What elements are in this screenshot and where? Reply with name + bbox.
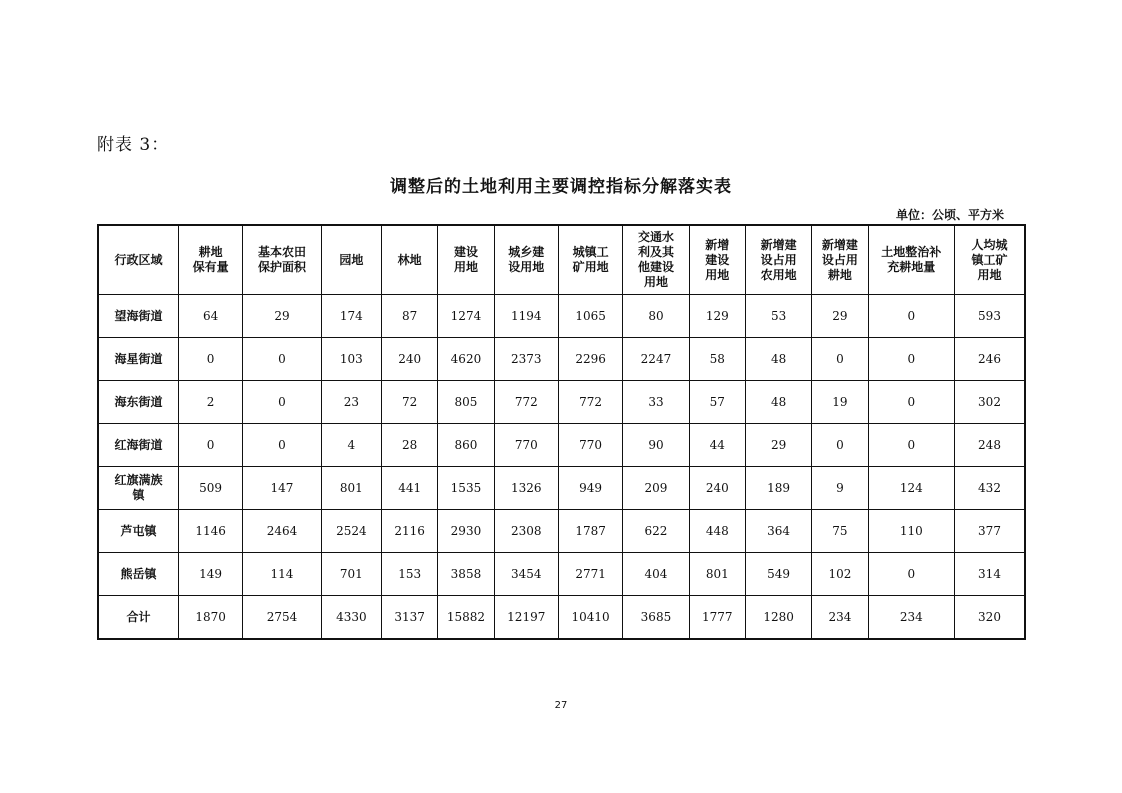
value-cell: 234 <box>812 596 868 640</box>
value-cell: 860 <box>438 424 494 467</box>
value-cell: 19 <box>812 381 868 424</box>
value-cell: 174 <box>321 295 381 338</box>
table-row <box>98 295 1025 338</box>
value-cell: 129 <box>689 295 745 338</box>
value-cell: 441 <box>382 467 438 510</box>
value-cell: 149 <box>178 553 242 596</box>
value-cell: 801 <box>321 467 381 510</box>
value-cell: 772 <box>558 381 622 424</box>
indicator-table <box>97 224 1026 640</box>
value-cell: 0 <box>868 381 954 424</box>
value-cell: 949 <box>558 467 622 510</box>
region-name-cell: 合计 <box>98 596 178 640</box>
value-cell: 53 <box>745 295 811 338</box>
value-cell: 2247 <box>623 338 689 381</box>
value-cell: 2930 <box>438 510 494 553</box>
value-cell: 3685 <box>623 596 689 640</box>
value-cell: 124 <box>868 467 954 510</box>
value-cell: 805 <box>438 381 494 424</box>
value-cell: 2296 <box>558 338 622 381</box>
table-row <box>98 596 1025 640</box>
value-cell: 2373 <box>494 338 558 381</box>
value-cell: 147 <box>243 467 321 510</box>
value-cell: 4620 <box>438 338 494 381</box>
column-header: 林地 <box>382 225 438 295</box>
region-name-cell: 红海街道 <box>98 424 178 467</box>
value-cell: 314 <box>955 553 1025 596</box>
value-cell: 1146 <box>178 510 242 553</box>
value-cell: 90 <box>623 424 689 467</box>
value-cell: 87 <box>382 295 438 338</box>
column-header: 土地整治补 充耕地量 <box>868 225 954 295</box>
value-cell: 4330 <box>321 596 381 640</box>
value-cell: 801 <box>689 553 745 596</box>
column-header: 城镇工 矿用地 <box>558 225 622 295</box>
region-name-cell: 海星街道 <box>98 338 178 381</box>
value-cell: 110 <box>868 510 954 553</box>
region-name-cell: 望海街道 <box>98 295 178 338</box>
value-cell: 64 <box>178 295 242 338</box>
value-cell: 1777 <box>689 596 745 640</box>
value-cell: 10410 <box>558 596 622 640</box>
value-cell: 3137 <box>382 596 438 640</box>
value-cell: 102 <box>812 553 868 596</box>
value-cell: 44 <box>689 424 745 467</box>
value-cell: 0 <box>243 381 321 424</box>
region-name-cell: 海东街道 <box>98 381 178 424</box>
value-cell: 2754 <box>243 596 321 640</box>
value-cell: 1280 <box>745 596 811 640</box>
value-cell: 701 <box>321 553 381 596</box>
value-cell: 0 <box>178 424 242 467</box>
value-cell: 1787 <box>558 510 622 553</box>
value-cell: 2464 <box>243 510 321 553</box>
value-cell: 1194 <box>494 295 558 338</box>
column-header: 园地 <box>321 225 381 295</box>
value-cell: 772 <box>494 381 558 424</box>
column-header: 行政区域 <box>98 225 178 295</box>
value-cell: 1870 <box>178 596 242 640</box>
column-header: 人均城 镇工矿 用地 <box>955 225 1025 295</box>
value-cell: 593 <box>955 295 1025 338</box>
value-cell: 302 <box>955 381 1025 424</box>
value-cell: 153 <box>382 553 438 596</box>
value-cell: 0 <box>868 338 954 381</box>
value-cell: 3858 <box>438 553 494 596</box>
value-cell: 9 <box>812 467 868 510</box>
header-row <box>98 225 1025 295</box>
column-header: 新增建 设占用 耕地 <box>812 225 868 295</box>
value-cell: 0 <box>868 553 954 596</box>
value-cell: 770 <box>494 424 558 467</box>
value-cell: 0 <box>243 338 321 381</box>
value-cell: 2116 <box>382 510 438 553</box>
value-cell: 15882 <box>438 596 494 640</box>
value-cell: 29 <box>812 295 868 338</box>
value-cell: 2 <box>178 381 242 424</box>
value-cell: 2771 <box>558 553 622 596</box>
region-name-cell: 熊岳镇 <box>98 553 178 596</box>
value-cell: 58 <box>689 338 745 381</box>
value-cell: 23 <box>321 381 381 424</box>
page-number: 27 <box>554 700 568 711</box>
value-cell: 432 <box>955 467 1025 510</box>
value-cell: 1274 <box>438 295 494 338</box>
value-cell: 404 <box>623 553 689 596</box>
value-cell: 209 <box>623 467 689 510</box>
value-cell: 0 <box>812 338 868 381</box>
table-row <box>98 510 1025 553</box>
value-cell: 75 <box>812 510 868 553</box>
value-cell: 29 <box>745 424 811 467</box>
value-cell: 72 <box>382 381 438 424</box>
value-cell: 33 <box>623 381 689 424</box>
value-cell: 622 <box>623 510 689 553</box>
region-name-cell: 芦屯镇 <box>98 510 178 553</box>
attachment-label: 附表 3： <box>97 135 170 155</box>
column-header: 交通水 利及其 他建设 用地 <box>623 225 689 295</box>
value-cell: 509 <box>178 467 242 510</box>
value-cell: 48 <box>745 381 811 424</box>
value-cell: 1065 <box>558 295 622 338</box>
column-header: 建设 用地 <box>438 225 494 295</box>
column-header: 城乡建 设用地 <box>494 225 558 295</box>
value-cell: 0 <box>812 424 868 467</box>
table-title: 调整后的土地利用主要调控指标分解落实表 <box>390 177 732 197</box>
value-cell: 114 <box>243 553 321 596</box>
value-cell: 57 <box>689 381 745 424</box>
value-cell: 246 <box>955 338 1025 381</box>
column-header: 耕地 保有量 <box>178 225 242 295</box>
value-cell: 80 <box>623 295 689 338</box>
value-cell: 12197 <box>494 596 558 640</box>
column-header: 新增建 设占用 农用地 <box>745 225 811 295</box>
value-cell: 549 <box>745 553 811 596</box>
region-name-cell: 红旗满族 镇 <box>98 467 178 510</box>
table-row <box>98 553 1025 596</box>
value-cell: 4 <box>321 424 381 467</box>
value-cell: 2524 <box>321 510 381 553</box>
table-row <box>98 467 1025 510</box>
table-row <box>98 424 1025 467</box>
value-cell: 0 <box>178 338 242 381</box>
value-cell: 240 <box>382 338 438 381</box>
value-cell: 1535 <box>438 467 494 510</box>
value-cell: 3454 <box>494 553 558 596</box>
value-cell: 0 <box>868 424 954 467</box>
table-row <box>98 381 1025 424</box>
value-cell: 320 <box>955 596 1025 640</box>
value-cell: 29 <box>243 295 321 338</box>
value-cell: 0 <box>243 424 321 467</box>
value-cell: 0 <box>868 295 954 338</box>
column-header: 新增 建设 用地 <box>689 225 745 295</box>
value-cell: 448 <box>689 510 745 553</box>
unit-note: 单位：公顷、平方米 <box>895 208 1004 222</box>
value-cell: 48 <box>745 338 811 381</box>
value-cell: 234 <box>868 596 954 640</box>
value-cell: 28 <box>382 424 438 467</box>
table-row <box>98 338 1025 381</box>
value-cell: 364 <box>745 510 811 553</box>
value-cell: 2308 <box>494 510 558 553</box>
value-cell: 1326 <box>494 467 558 510</box>
value-cell: 248 <box>955 424 1025 467</box>
value-cell: 240 <box>689 467 745 510</box>
value-cell: 770 <box>558 424 622 467</box>
value-cell: 377 <box>955 510 1025 553</box>
value-cell: 189 <box>745 467 811 510</box>
column-header: 基本农田 保护面积 <box>243 225 321 295</box>
value-cell: 103 <box>321 338 381 381</box>
